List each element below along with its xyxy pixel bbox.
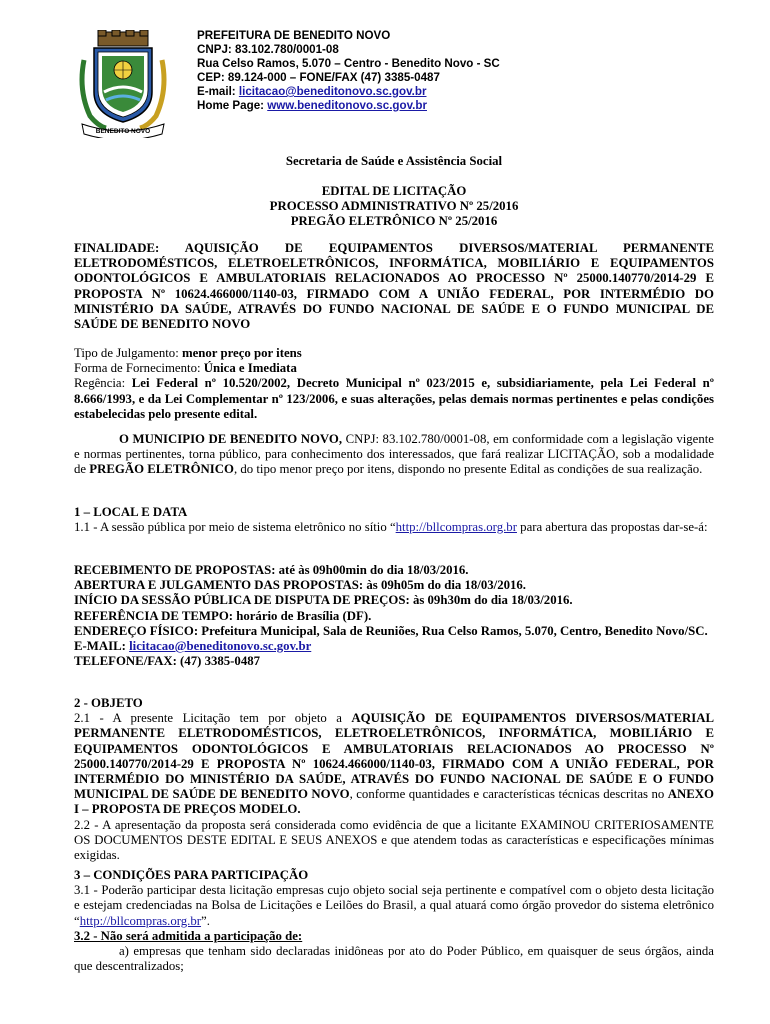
letterhead-email-link[interactable]: licitacao@beneditonovo.sc.gov.br bbox=[238, 85, 427, 98]
section-2-2: 2.2 - A apresentação da proposta será considerada como evidência de que a licitante EXAMINOU CRITERIOSAMENTE OS DOCUMENTOS DESTE EDITAL E SEUS ANEXOS e que atendem todas as características e especificações mínimas exigidas. bbox=[74, 817, 714, 863]
letterhead-cnpj: CNPJ: 83.102.780/0001-08 bbox=[197, 43, 339, 56]
bll-link[interactable]: http://bllcompras.org.br bbox=[395, 520, 517, 535]
svg-text:BENEDITO NOVO: BENEDITO NOVO bbox=[95, 128, 151, 135]
section-2-heading: 2 - OBJETO bbox=[74, 696, 143, 710]
edital-title bbox=[74, 184, 714, 230]
forma-fornecimento: Forma de Fornecimento: Única e Imediata bbox=[74, 361, 297, 376]
tipo-julgamento: Tipo de Julgamento: menor preço por itens bbox=[74, 346, 302, 360]
bll-link-2[interactable]: http://bllcompras.org.br bbox=[79, 913, 202, 928]
municipal-crest-logo bbox=[76, 30, 170, 138]
letterhead-email-line: E-mail: licitacao@beneditonovo.sc.gov.br bbox=[197, 85, 427, 98]
info-block bbox=[74, 346, 714, 422]
regencia: Regência: Lei Federal nº 10.520/2002, Decreto Municipal nº 023/2015 e, subsidiariamente, pela Lei Federal nº 8.666/1993, e da Lei Complementar nº 123/2006, e suas alterações, pelas demais normas pertinentes e pelas condições estabelecidas pelo presente edital. bbox=[74, 376, 714, 421]
finalidade-paragraph: FINALIDADE: AQUISIÇÃO DE EQUIPAMENTOS DIVERSOS/MATERIAL PERMANENTE ELETRODOMÉSTICOS, ELETROELETRÔNICOS, INFORMÁTICA, MOBILIÁRIO E EQUIPAMENTOS ODONTOLÓGICOS E AMBULATORIAIS RELACIONADOS AO PROCESSO Nº 25000.140770/2014-29 E PROPOSTA Nº 10624.466000/1140-03, FIRMADO COM A UNIÃO FEDERAL, POR INTERMÉDIO DO MINISTÉRIO DA SAÚDE, ATRAVÉS DO FUNDO NACIONAL DE SAÚDE E O FUNDO MUNICIPAL DE SAÚDE DE BENEDITO NOVO bbox=[74, 241, 714, 332]
section-2 bbox=[74, 696, 714, 863]
letterhead bbox=[197, 29, 500, 113]
dates-block bbox=[74, 563, 714, 669]
section-2-1: 2.1 - A presente Licitação tem por objeto a AQUISIÇÃO DE EQUIPAMENTOS DIVERSOS/MATERIAL PERMANENTE ELETRODOMÉSTICOS, ELETROELETRÔNICOS, INFORMÁTICA, MOBILIÁRIO E EQUIPAMENTOS ODONTOLÓGICOS E AMBULATORIAIS RELACIONADOS AO PROCESSO Nº 25000.140770/2014-29 E PROPOSTA Nº 10624.466000/1140-03, FIRMADO COM A UNIÃO FEDERAL, POR INTERMÉDIO DO MINISTÉRIO DA SAÚDE, ATRAVÉS DO FUNDO NACIONAL DE SAÚDE E O FUNDO MUNICIPAL DE SAÚDE DE BENEDITO NOVO, conforme quantidades e características técnicas descritas no ANEXO I – PROPOSTA DE PREÇOS MODELO. bbox=[74, 711, 714, 817]
section-3-1: 3.1 - Poderão participar desta licitação empresas cujo objeto social seja pertinente e compatível com o objeto desta licitação e estejam credenciadas na Bolsa de Licitações e Leilões do Brasil, a qual atuará como órgão provedor do sistema eletrônico “http://bllcompras.org.br”. bbox=[74, 883, 714, 928]
edital-title-line1: EDITAL DE LICITAÇÃO bbox=[321, 184, 467, 198]
edital-title-line3: PREGÃO ELETRÔNICO Nº 25/2016 bbox=[290, 214, 498, 229]
secretaria-heading: Secretaria de Saúde e Assistência Social bbox=[285, 154, 503, 168]
intro-paragraph: O MUNICIPIO DE BENEDITO NOVO, CNPJ: 83.102.780/0001-08, em conformidade com a legislação vigente e normas pertinentes, torna público, para conhecimento dos interessados, que fará realizar LICITAÇÃO, sob a modalidade de PREGÃO ELETRÔNICO, do tipo menor preço por itens, dispondo no presente Edital as condições de sua realização. bbox=[74, 432, 714, 477]
recebimento-line: RECEBIMENTO DE PROPOSTAS: até às 09h00min do dia 18/03/2016. bbox=[74, 563, 469, 577]
section-3-2-item-a: a) empresas que tenham sido declaradas inidôneas por ato do Poder Público, em quaisquer de seus órgãos, ainda que descentralizados; bbox=[74, 944, 714, 974]
section-3 bbox=[74, 868, 714, 974]
telefone-line: TELEFONE/FAX: (47) 3385-0487 bbox=[74, 654, 261, 669]
letterhead-homepage-line: Home Page: www.beneditonovo.sc.gov.br bbox=[197, 99, 427, 112]
abertura-line: ABERTURA E JULGAMENTO DAS PROPOSTAS: às 09h05m do dia 18/03/2016. bbox=[74, 578, 527, 593]
inicio-line: INÍCIO DA SESSÃO PÚBLICA DE DISPUTA DE PREÇOS: às 09h30m do dia 18/03/2016. bbox=[74, 593, 573, 608]
letterhead-homepage-link[interactable]: www.beneditonovo.sc.gov.br bbox=[267, 99, 427, 112]
section-1-heading: 1 – LOCAL E DATA bbox=[74, 505, 188, 519]
section-1-1: 1.1 - A sessão pública por meio de sistema eletrônico no sítio “http://bllcompras.org.br para abertura das propostas dar-se-á: bbox=[74, 520, 708, 535]
section-3-heading: 3 – CONDIÇÕES PARA PARTICIPAÇÃO bbox=[74, 868, 309, 882]
endereco-line: ENDEREÇO FÍSICO: Prefeitura Municipal, Sala de Reuniões, Rua Celso Ramos, 5.070, Centro, Benedito Novo/SC. bbox=[74, 623, 708, 638]
letterhead-cep-phone: CEP: 89.124-000 – FONE/FAX (47) 3385-0487 bbox=[197, 71, 440, 84]
letterhead-name: PREFEITURA DE BENEDITO NOVO bbox=[197, 29, 391, 42]
referencia-line: REFERÊNCIA DE TEMPO: horário de Brasília (DF). bbox=[74, 608, 372, 623]
email-line: E-MAIL: licitacao@beneditonovo.sc.gov.br bbox=[74, 639, 312, 654]
email-link[interactable]: licitacao@beneditonovo.sc.gov.br bbox=[129, 639, 312, 654]
section-3-2: 3.2 - Não será admitida a participação de: bbox=[74, 928, 303, 943]
edital-title-line2: PROCESSO ADMINISTRATIVO Nº 25/2016 bbox=[269, 199, 519, 214]
letterhead-address: Rua Celso Ramos, 5.070 – Centro - Benedito Novo - SC bbox=[197, 57, 500, 70]
section-1 bbox=[74, 505, 714, 535]
